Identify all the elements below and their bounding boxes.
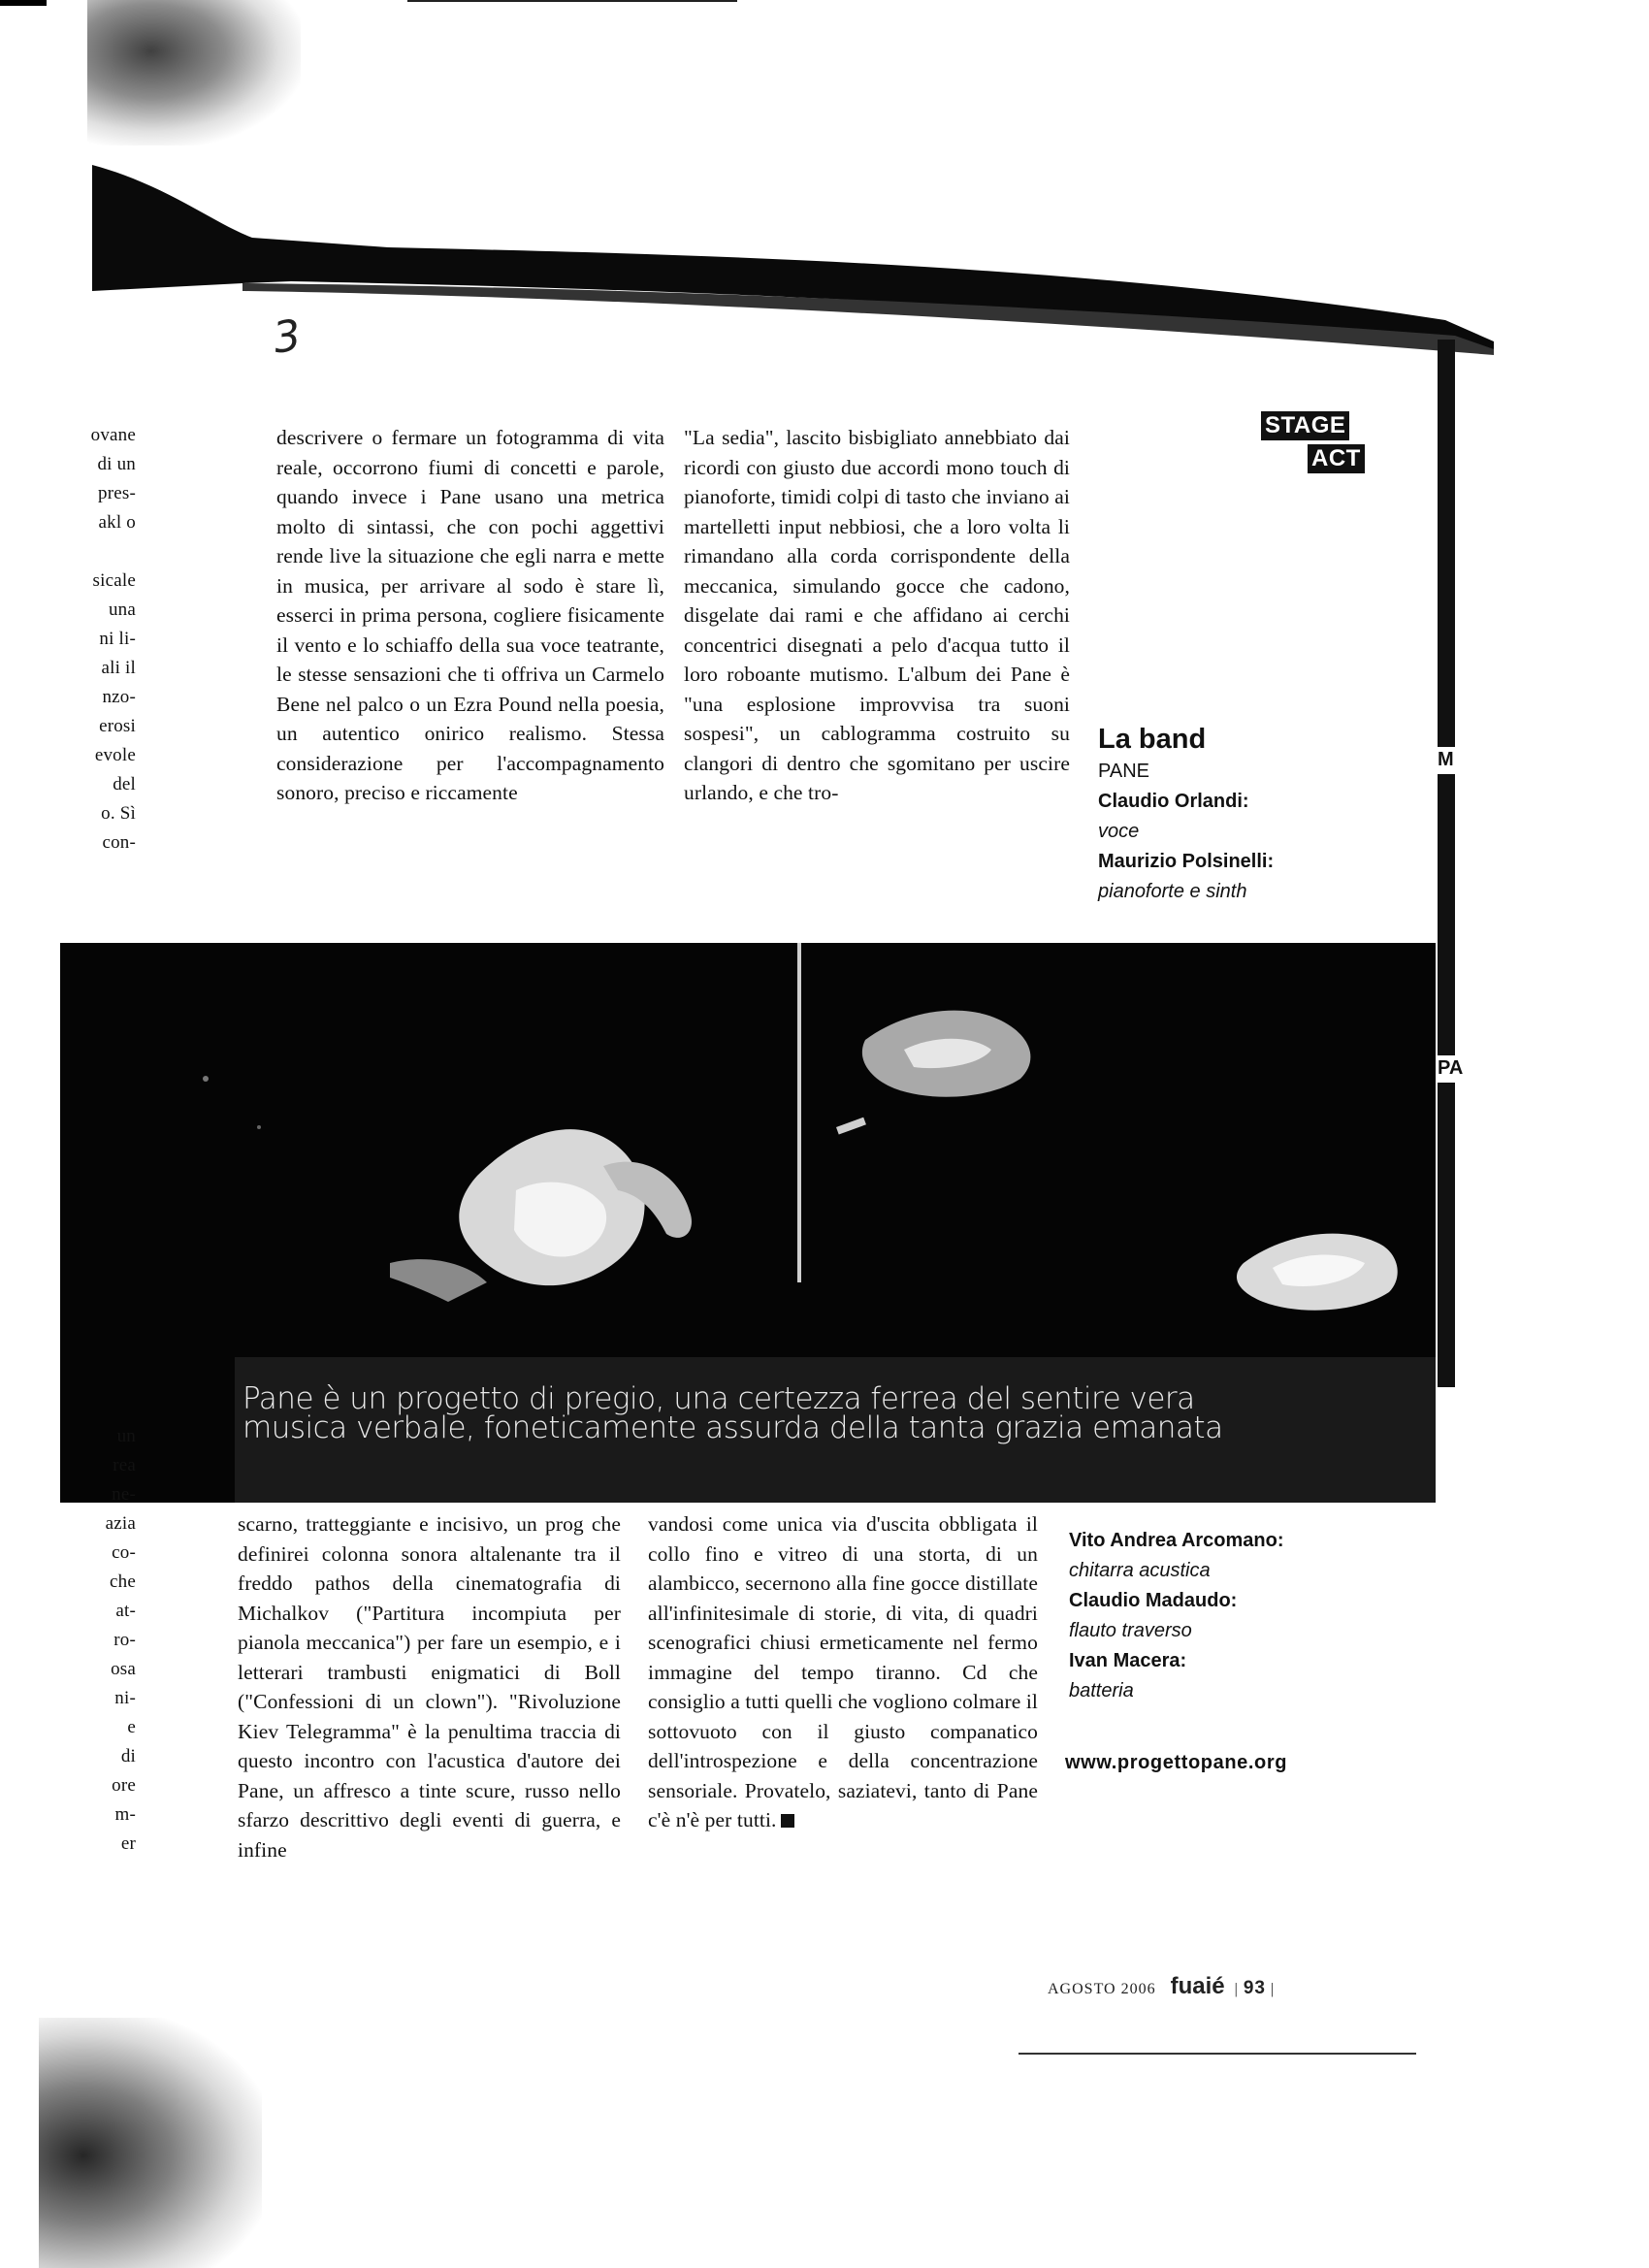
concert-photo bbox=[60, 943, 1436, 1503]
end-of-article-icon bbox=[781, 1814, 794, 1828]
paragraph bbox=[648, 1509, 1038, 1835]
scan-smudge-bottom bbox=[39, 2018, 262, 2268]
clip-line: nzo- bbox=[102, 687, 136, 707]
clip-line: osa bbox=[111, 1659, 136, 1679]
stage-act-badge bbox=[1261, 411, 1361, 477]
clip-line: o. Sì bbox=[101, 803, 136, 824]
clipped-column-top bbox=[58, 421, 136, 858]
member-name: Claudio Orlandi: bbox=[1098, 791, 1249, 812]
band-title: La band bbox=[1098, 724, 1207, 755]
paragraph-text: vandosi come unica via d'uscita obbligata il collo fino e vitreo di una storta, di un alambicco, secernono alla fine gocce distillate all'infinitesimale di storie, di vita, di quadri scenografici chiusi ermeticamente nel fermo immagine del tempo tiranno. Cd che consiglio a tutti quelli che vogliono colmare il sottovuoto con il giusto companatico dell'introspezione e della concentrazione sensoriale. Provatelo, saziatevi, tanto di Pane c'è n'è per tutti. bbox=[648, 1512, 1038, 1831]
magazine-name: fuaié bbox=[1170, 1973, 1225, 1999]
footer-rule bbox=[1018, 2053, 1416, 2055]
paragraph: scarno, tratteggiante e incisivo, un prog che definirei colonna sonora altalenante tra il freddo pathos della cinematografia di Michalkov ("Partitura incompiuta per pianola meccanica") per fare un esempio, e i letterari trambusti enigmatici di Boll ("Confessioni di un clown"). "Rivoluzione Kiev Telegramma" è la penultima traccia di questo incontro con l'acustica d'autore dei Pane, un affresco a tinte scure, russo nello sfarzo descrittivo degli eventi di guerra, e infine bbox=[238, 1512, 621, 1862]
article-column-2-bottom bbox=[648, 1509, 1038, 1835]
member-name: Vito Andrea Arcomano: bbox=[1069, 1530, 1284, 1551]
clip-line: m- bbox=[114, 1804, 136, 1825]
member-role: flauto traverso bbox=[1069, 1620, 1192, 1641]
band-website-link[interactable]: www.progettopane.org bbox=[1065, 1752, 1288, 1773]
clip-line: del bbox=[113, 774, 136, 794]
clip-line: di un bbox=[97, 454, 136, 474]
band-group-name: PANE bbox=[1098, 761, 1149, 782]
clip-line: ore bbox=[112, 1775, 136, 1796]
clip-line: ni li- bbox=[99, 629, 136, 649]
article-column-1-bottom bbox=[238, 1509, 621, 1864]
clip-line: ni- bbox=[114, 1688, 136, 1708]
caption-line: Pane è un progetto di pregio, una certezza ferrea del sentire vera bbox=[242, 1381, 1195, 1416]
member-role: pianoforte e sinth bbox=[1098, 881, 1247, 902]
member-name: Ivan Macera: bbox=[1069, 1650, 1187, 1671]
member-name: Claudio Madaudo: bbox=[1069, 1590, 1238, 1611]
clip-line: e bbox=[127, 1717, 136, 1737]
clip-line: un bbox=[116, 1426, 136, 1446]
article-column-1-top bbox=[276, 423, 664, 808]
edge-fragment-m: M bbox=[1438, 747, 1455, 774]
paragraph: "La sedia", lascito bisbigliato annebbiato dai ricordi con giusto due accordi mono touch di pianoforte, timidi colpi di tasto che inviano ai martelletti input nebbiosi, che a loro volta li rimandano alla corda corrispondente della meccanica, simulando gocce che cadono, disgelate dai rami e che affidano ai cerchi concentrici disegnati a pelo d'acqua tutto il loro roboante mutismo. L'album dei Pane è "una esplosione improvvisa tra suoni sospesi", un cablogramma costruito su clangori di dentro che sgomitano per uscire urlando, e che tro- bbox=[684, 426, 1070, 804]
clip-line bbox=[58, 537, 136, 567]
clip-line: erosi bbox=[99, 716, 136, 736]
article-column-2-top bbox=[684, 423, 1070, 808]
paragraph: descrivere o fermare un fotogramma di vita reale, occorrono fiumi di concetti e parole, quando invece i Pane usano una metrica molto di sintassi, che con pochi aggettivi rende live la situazione che egli narra e mette in musica, per arrivare al sodo è stare lì, esserci in prima persona, cogliere fisicamente il vento e lo schiaffo della sua voce teatrante, le stesse sensazioni che ti offriva un Carmelo Bene nel palco o un Ezra Pound nella poesia, un autentico onirico realismo. Stessa considerazione per l'accompagnamento sonoro, preciso e riccamente bbox=[276, 426, 664, 804]
edge-fragment-pa: PA bbox=[1438, 1055, 1455, 1083]
page-number: 93 bbox=[1243, 1978, 1266, 1998]
issue-date: AGOSTO 2006 bbox=[1048, 1981, 1156, 1997]
clip-line: ne- bbox=[112, 1484, 136, 1505]
member-name: Maurizio Polsinelli: bbox=[1098, 851, 1275, 872]
band-lineup-bottom bbox=[1069, 1526, 1321, 1706]
member-role: chitarra acustica bbox=[1069, 1560, 1211, 1581]
badge-stage-label: STAGE bbox=[1261, 411, 1349, 440]
member-role: voce bbox=[1098, 821, 1140, 842]
clip-line: rea bbox=[113, 1455, 136, 1475]
band-lineup-top bbox=[1098, 722, 1311, 907]
clip-line: akl o bbox=[98, 512, 136, 533]
clip-line: una bbox=[108, 599, 136, 620]
clip-line: ro- bbox=[113, 1630, 136, 1650]
page-curl-shadow bbox=[0, 0, 1649, 388]
page-footer: AGOSTO 2006 fuaié | 93 | bbox=[1048, 1973, 1276, 1999]
clip-line: che bbox=[110, 1571, 136, 1592]
clip-line: di bbox=[120, 1746, 136, 1766]
photo-caption bbox=[242, 1381, 1426, 1445]
badge-act-label: ACT bbox=[1308, 444, 1365, 473]
clip-line: ali il bbox=[101, 658, 136, 678]
clipped-column-bottom bbox=[58, 1422, 136, 1859]
clip-line: ovane bbox=[90, 425, 136, 445]
clip-line: at- bbox=[115, 1601, 136, 1621]
clip-line: con- bbox=[102, 832, 136, 853]
clip-line: evole bbox=[94, 745, 136, 765]
clip-line: sicale bbox=[92, 570, 136, 591]
right-edge-bar bbox=[1438, 340, 1455, 1387]
clip-line: er bbox=[120, 1833, 136, 1854]
clip-line: pres- bbox=[98, 483, 136, 503]
handwritten-page-number: 3 bbox=[270, 310, 305, 364]
member-role: batteria bbox=[1069, 1680, 1134, 1701]
clip-line: azia bbox=[105, 1513, 136, 1534]
clip-line: co- bbox=[112, 1542, 136, 1563]
caption-line: musica verbale, foneticamente assurda della tanta grazia emanata bbox=[242, 1410, 1223, 1445]
